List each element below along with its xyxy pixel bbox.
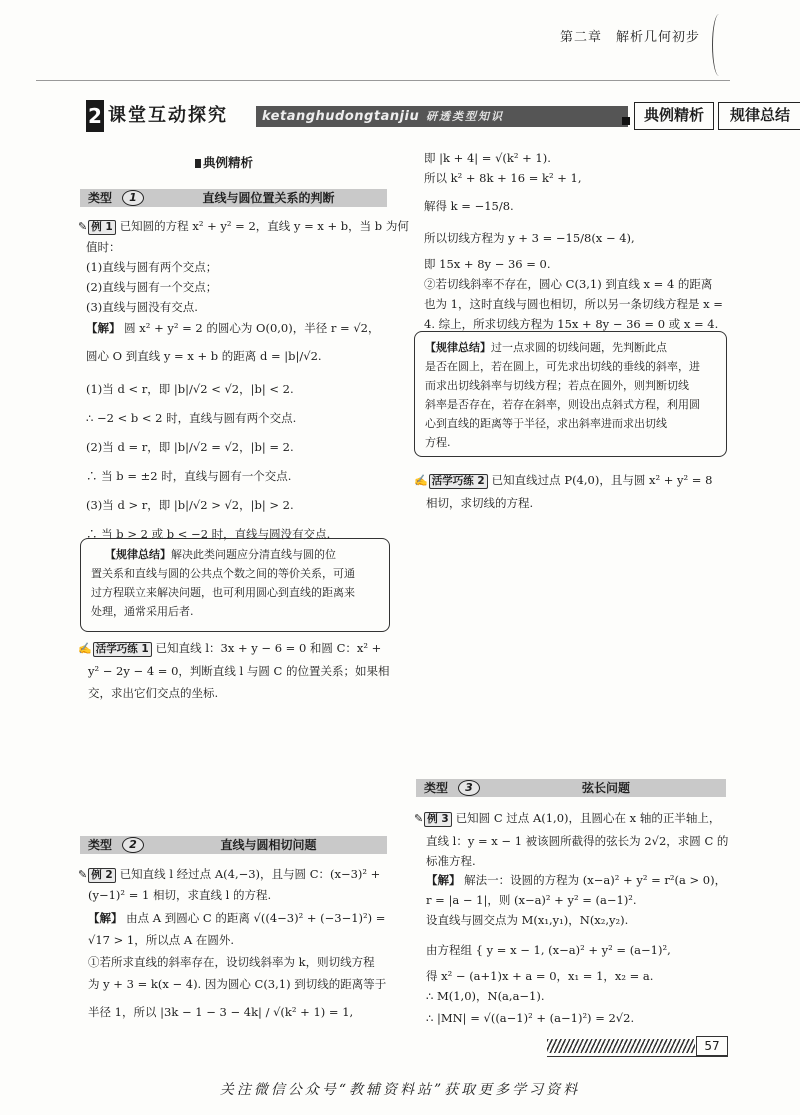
practice-tag: 活学巧练 2 <box>429 474 488 489</box>
text-line: 为 y + 3 = k(x − 4). 因为圆心 C(3,1) 到切线的距离等于 <box>88 977 387 991</box>
text-line: 已知直线过点 P(4,0)，且与圆 x² + y² = 8 <box>491 473 713 487</box>
banner-pinyin: ketanghudongtanjiu <box>262 109 420 124</box>
text-line: ②若切线斜率不存在，圆心 C(3,1) 到直线 x = 4 的距离 <box>424 277 713 291</box>
text-line: 解得 k = −15/8. <box>424 199 514 213</box>
solution-tag: 【解】 <box>86 321 121 335</box>
text-line: 已知直线 l：3x + y − 6 = 0 和圆 C：x² + <box>155 641 382 655</box>
text-line: 过一点求圆的切线问题，先判断此点 <box>491 341 667 354</box>
banner-box-summary: 规律总结 <box>718 102 800 130</box>
example-3 <box>414 810 734 869</box>
section-heading: 典例精析 <box>195 155 253 171</box>
chapter-header: 第二章 解析几何初步 <box>560 30 701 45</box>
text-line: 标准方程. <box>426 854 476 868</box>
text-line: ∴ |MN| = √((a−1)² + (a−1)²) = 2√2. <box>426 1011 635 1025</box>
text-line: 圆心 O 到直线 y = x + b 的距离 d = |b|/√2. <box>86 349 322 363</box>
type-title: 弦长问题 <box>581 781 630 795</box>
text-line: 相切，求切线的方程. <box>426 496 534 510</box>
pen-icon: ✍ <box>414 474 428 487</box>
text-line: 交，求出它们交点的坐标. <box>88 686 219 700</box>
text-line: 值时： <box>86 240 121 254</box>
text-line: (2)当 d = r，即 |b|/√2 = √2，|b| = 2. <box>86 440 294 454</box>
example-tag: 例 1 <box>88 220 115 235</box>
text-line: 已知圆的方程 x² + y² = 2，直线 y = x + b，当 b 为何 <box>119 219 409 233</box>
type-label: 类型 <box>424 781 449 795</box>
type-label: 类型 <box>88 838 113 852</box>
example-tag: 例 2 <box>88 868 115 883</box>
banner-title: 课堂互动探究 <box>108 105 228 126</box>
text-line: 得 x² − (a+1)x + a = 0，x₁ = 1，x₂ = a. <box>426 969 654 983</box>
practice-tag: 活学巧练 1 <box>93 642 152 657</box>
summary-tag: 【规律总结】 <box>425 341 491 354</box>
type-number: 3 <box>458 780 480 796</box>
text-line: (1)当 d < r，即 |b|/√2 < √2，|b| < 2. <box>86 382 294 396</box>
text-line: 半径 1，所以 |3k − 1 − 3 − 4k| / √(k² + 1) = 1, <box>88 1005 354 1019</box>
text-line: 解法一：设圆的方程为 (x−a)² + y² = r²(a > 0)， <box>464 873 727 887</box>
solution-1 <box>86 320 398 542</box>
text-line: (3)直线与圆没有交点. <box>86 300 198 314</box>
type-number: 1 <box>122 190 144 206</box>
pen-icon: ✎ <box>414 812 424 825</box>
text-line: 是否在圆上，若在圆上，可先求出切线的垂线的斜率，进 <box>425 360 700 373</box>
text-line: 直线 l：y = x − 1 被该圆所截得的弦长为 2√2，求圆 C 的 <box>426 834 729 848</box>
example-1 <box>78 218 409 315</box>
type-title: 直线与圆位置关系的判断 <box>202 191 335 205</box>
text-line: 处理，通常采用后者. <box>91 605 194 618</box>
type-bar-3 <box>416 779 726 797</box>
text-line: ∴ 当 b > 2 或 b < −2 时，直线与圆没有交点. <box>86 527 331 541</box>
banner-tagline: 研透类型知识 <box>426 110 504 123</box>
text-line: ①若所求直线的斜率存在，设切线斜率为 k，则切线方程 <box>88 955 375 969</box>
text-line: 方程. <box>425 436 451 449</box>
text-line: ∴ −2 < b < 2 时，直线与圆有两个交点. <box>86 411 297 425</box>
text-line: 而求出切线斜率与切线方程；若点在圆外，则判断切线 <box>425 379 689 392</box>
text-line: r = |a − 1|，则 (x−a)² + y² = (a−1)². <box>426 893 637 907</box>
text-line: 已知圆 C 过点 A(1,0)，且圆心在 x 轴的正半轴上， <box>455 811 721 825</box>
solution-tag: 【解】 <box>426 873 461 887</box>
banner-square-icon <box>622 117 630 125</box>
summary-box-2 <box>414 331 727 457</box>
solution-tag: 【解】 <box>88 911 123 925</box>
text-line: y² − 2y − 4 = 0，判断直线 l 与圆 C 的位置关系；如果相 <box>88 664 390 678</box>
type-title: 直线与圆相切问题 <box>220 838 317 852</box>
text-line: ∴ M(1,0)，N(a,a−1). <box>426 989 545 1003</box>
text-line: 斜率是否存在，若存在斜率，则设出点斜式方程，利用圆 <box>425 398 700 411</box>
type-label: 类型 <box>88 191 113 205</box>
banner-number: 2 <box>86 100 104 132</box>
page-number: 57 <box>696 1036 728 1056</box>
header-curve-decoration <box>712 14 726 76</box>
type-number: 2 <box>122 837 144 853</box>
text-line: 置关系和直线与圆的公共点个数之间的等价关系，可通 <box>91 567 355 580</box>
page-hatch-bar <box>547 1039 695 1053</box>
text-line: (3)当 d > r，即 |b|/√2 > √2，|b| > 2. <box>86 498 294 512</box>
type-bar-2 <box>80 836 387 854</box>
pen-icon: ✍ <box>78 642 92 655</box>
text-line: 已知直线 l 经过点 A(4,−3)，且与圆 C：(x−3)² + <box>119 867 381 881</box>
text-line: 所以 k² + 8k + 16 = k² + 1, <box>424 171 582 185</box>
text-line: (y−1)² = 1 相切，求直线 l 的方程. <box>88 888 272 902</box>
header-rule <box>36 80 730 81</box>
banner-box-examples: 典例精析 <box>634 102 714 130</box>
text-line: (1)直线与圆有两个交点； <box>86 260 218 274</box>
section-banner <box>86 100 790 132</box>
text-line: 所以切线方程为 y + 3 = −15/8(x − 4), <box>424 231 635 245</box>
summary-box-1 <box>80 538 390 632</box>
text-line: ∴ 当 b = ±2 时，直线与圆有一个交点. <box>86 469 292 483</box>
text-line: 即 |k + 4| = √(k² + 1). <box>424 151 551 165</box>
text-line: 即 15x + 8y − 36 = 0. <box>424 257 551 271</box>
text-line: 解决此类问题应分清直线与圆的位 <box>171 548 336 561</box>
pen-icon: ✎ <box>78 220 88 233</box>
text-line: 心到直线的距离等于半径，求出斜率进而求出切线 <box>425 417 667 430</box>
text-line: 4. 综上，所求切线方程为 15x + 8y − 36 = 0 或 x = 4. <box>424 317 719 331</box>
footer-notice: 关注微信公众号“教辅资料站”获取更多学习资料 <box>219 1082 581 1098</box>
practice-2 <box>414 472 734 511</box>
text-line: 过方程联立来解决问题，也可利用圆心到直线的距离来 <box>91 586 355 599</box>
page-rule <box>547 1056 728 1057</box>
text-line: √17 > 1，所以点 A 在圆外. <box>88 933 234 947</box>
text-line: 由方程组 { y = x − 1, (x−a)² + y² = (a−1)², <box>426 943 671 957</box>
solution-3 <box>426 872 726 1026</box>
type-bar-1 <box>80 189 387 207</box>
example-tag: 例 3 <box>424 812 451 827</box>
solution-2 <box>88 910 398 1020</box>
text-line: 圆 x² + y² = 2 的圆心为 O(0,0)，半径 r = √2， <box>124 321 380 335</box>
text-line: 由点 A 到圆心 C 的距离 √((4−3)² + (−3−1)²) = <box>126 911 386 925</box>
text-line: 设直线与圆交点为 M(x₁,y₁)，N(x₂,y₂). <box>426 913 629 927</box>
solution-2-continued <box>424 150 734 332</box>
practice-1 <box>78 640 398 701</box>
text-line: 也为 1，这时直线与圆也相切，所以另一条切线方程是 x = <box>424 297 723 311</box>
example-2 <box>78 866 398 903</box>
pen-icon: ✎ <box>78 868 88 881</box>
summary-tag: 【规律总结】 <box>105 548 171 561</box>
text-line: (2)直线与圆有一个交点； <box>86 280 218 294</box>
